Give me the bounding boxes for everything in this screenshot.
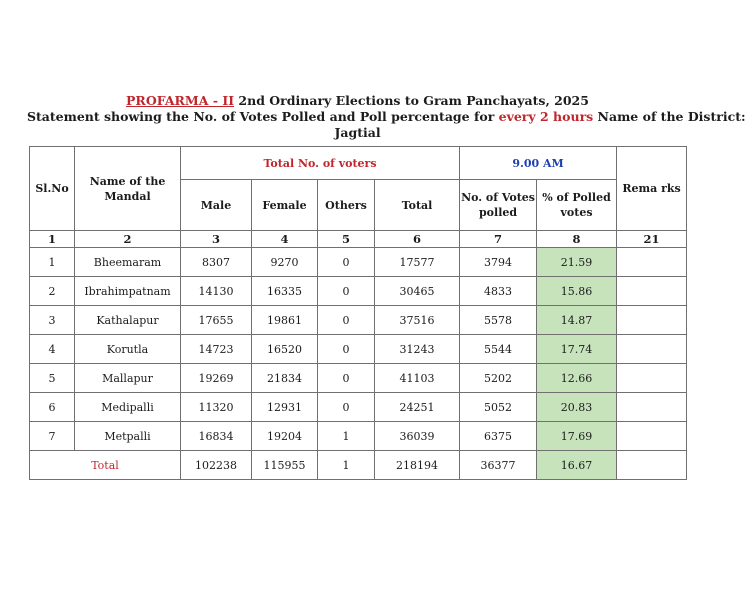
- cell-female: 16335: [252, 277, 318, 306]
- cell-slno: 3: [30, 306, 75, 335]
- total-pct-polled: 16.67: [537, 451, 617, 480]
- index-cell: 5: [318, 231, 375, 248]
- cell-female: 19204: [252, 422, 318, 451]
- cell-slno: 7: [30, 422, 75, 451]
- cell-others: 1: [318, 422, 375, 451]
- col-header-votes-polled: No. of Votes polled: [460, 180, 537, 231]
- cell-others: 0: [318, 277, 375, 306]
- cell-remarks: [617, 248, 687, 277]
- table-row: [30, 335, 687, 364]
- cell-slno: 2: [30, 277, 75, 306]
- table-row: [30, 422, 687, 451]
- document-title: [27, 92, 688, 109]
- index-cell: 1: [30, 231, 75, 248]
- col-header-others: Others: [318, 180, 375, 231]
- cell-slno: 1: [30, 248, 75, 277]
- cell-total: 30465: [375, 277, 460, 306]
- cell-slno: 5: [30, 364, 75, 393]
- index-cell: 6: [375, 231, 460, 248]
- cell-votes-polled: 5544: [460, 335, 537, 364]
- total-row: [30, 451, 687, 480]
- table-row: [30, 393, 687, 422]
- cell-pct-polled: 15.86: [537, 277, 617, 306]
- cell-male: 8307: [181, 248, 252, 277]
- index-cell: 8: [537, 231, 617, 248]
- cell-male: 19269: [181, 364, 252, 393]
- cell-remarks: [617, 364, 687, 393]
- cell-total: 41103: [375, 364, 460, 393]
- cell-pct-polled: 12.66: [537, 364, 617, 393]
- statement-subtitle: [27, 108, 746, 125]
- cell-total: 17577: [375, 248, 460, 277]
- cell-votes-polled: 5202: [460, 364, 537, 393]
- col-header-male: Male: [181, 180, 252, 231]
- col-header-slno: Sl.No: [30, 147, 75, 231]
- cell-others: 0: [318, 393, 375, 422]
- cell-others: 0: [318, 248, 375, 277]
- total-votes-polled: 36377: [460, 451, 537, 480]
- cell-female: 12931: [252, 393, 318, 422]
- cell-votes-polled: 5052: [460, 393, 537, 422]
- total-male: 102238: [181, 451, 252, 480]
- cell-pct-polled: 21.59: [537, 248, 617, 277]
- cell-male: 11320: [181, 393, 252, 422]
- cell-remarks: [617, 422, 687, 451]
- cell-pct-polled: 17.69: [537, 422, 617, 451]
- col-header-remarks: Rema rks: [617, 147, 687, 231]
- col-header-female: Female: [252, 180, 318, 231]
- col-header-time: 9.00 AM: [460, 147, 617, 180]
- total-voters: 218194: [375, 451, 460, 480]
- cell-remarks: [617, 306, 687, 335]
- cell-votes-polled: 5578: [460, 306, 537, 335]
- cell-mandal: Kathalapur: [75, 306, 181, 335]
- index-cell: 7: [460, 231, 537, 248]
- table-row: [30, 306, 687, 335]
- cell-remarks: [617, 393, 687, 422]
- subtitle-post: Name of the District:: [593, 109, 746, 124]
- election-statement-sheet: [27, 86, 746, 480]
- cell-mandal: Metpalli: [75, 422, 181, 451]
- col-header-pct-polled: % of Polled votes: [537, 180, 617, 231]
- index-cell: 21: [617, 231, 687, 248]
- cell-male: 17655: [181, 306, 252, 335]
- cell-male: 14130: [181, 277, 252, 306]
- header-row-1: [30, 147, 687, 180]
- cell-votes-polled: 4833: [460, 277, 537, 306]
- cell-slno: 4: [30, 335, 75, 364]
- subtitle-pre: Statement showing the No. of Votes Polled and Poll percentage for: [27, 109, 499, 124]
- cell-pct-polled: 17.74: [537, 335, 617, 364]
- col-header-total: Total: [375, 180, 460, 231]
- cell-remarks: [617, 335, 687, 364]
- cell-total: 24251: [375, 393, 460, 422]
- cell-votes-polled: 6375: [460, 422, 537, 451]
- cell-female: 16520: [252, 335, 318, 364]
- cell-others: 0: [318, 364, 375, 393]
- index-cell: 4: [252, 231, 318, 248]
- index-row: [30, 231, 687, 248]
- total-others: 1: [318, 451, 375, 480]
- cell-total: 36039: [375, 422, 460, 451]
- col-header-mandal: Name of the Mandal: [75, 147, 181, 231]
- cell-male: 14723: [181, 335, 252, 364]
- table-row: [30, 364, 687, 393]
- index-cell: 3: [181, 231, 252, 248]
- total-label: Total: [30, 451, 181, 480]
- cell-female: 9270: [252, 248, 318, 277]
- cell-others: 0: [318, 306, 375, 335]
- cell-total: 31243: [375, 335, 460, 364]
- cell-mandal: Bheemaram: [75, 248, 181, 277]
- index-cell: 2: [75, 231, 181, 248]
- cell-mandal: Medipalli: [75, 393, 181, 422]
- cell-total: 37516: [375, 306, 460, 335]
- total-remarks: [617, 451, 687, 480]
- cell-mandal: Ibrahimpatnam: [75, 277, 181, 306]
- col-header-total-voters: Total No. of voters: [181, 147, 460, 180]
- cell-female: 19861: [252, 306, 318, 335]
- table-row: [30, 277, 687, 306]
- subtitle-highlight: every 2 hours: [498, 109, 594, 124]
- proforma-label: PROFARMA - II: [126, 93, 235, 108]
- table-row: [30, 248, 687, 277]
- cell-female: 21834: [252, 364, 318, 393]
- district-name: Jagtial: [334, 125, 381, 140]
- cell-male: 16834: [181, 422, 252, 451]
- cell-votes-polled: 3794: [460, 248, 537, 277]
- cell-mandal: Korutla: [75, 335, 181, 364]
- cell-remarks: [617, 277, 687, 306]
- cell-pct-polled: 20.83: [537, 393, 617, 422]
- cell-pct-polled: 14.87: [537, 306, 617, 335]
- cell-others: 0: [318, 335, 375, 364]
- total-female: 115955: [252, 451, 318, 480]
- title-text: 2nd Ordinary Elections to Gram Panchayats, 2025: [234, 93, 589, 108]
- cell-mandal: Mallapur: [75, 364, 181, 393]
- cell-slno: 6: [30, 393, 75, 422]
- votes-table: [29, 146, 687, 480]
